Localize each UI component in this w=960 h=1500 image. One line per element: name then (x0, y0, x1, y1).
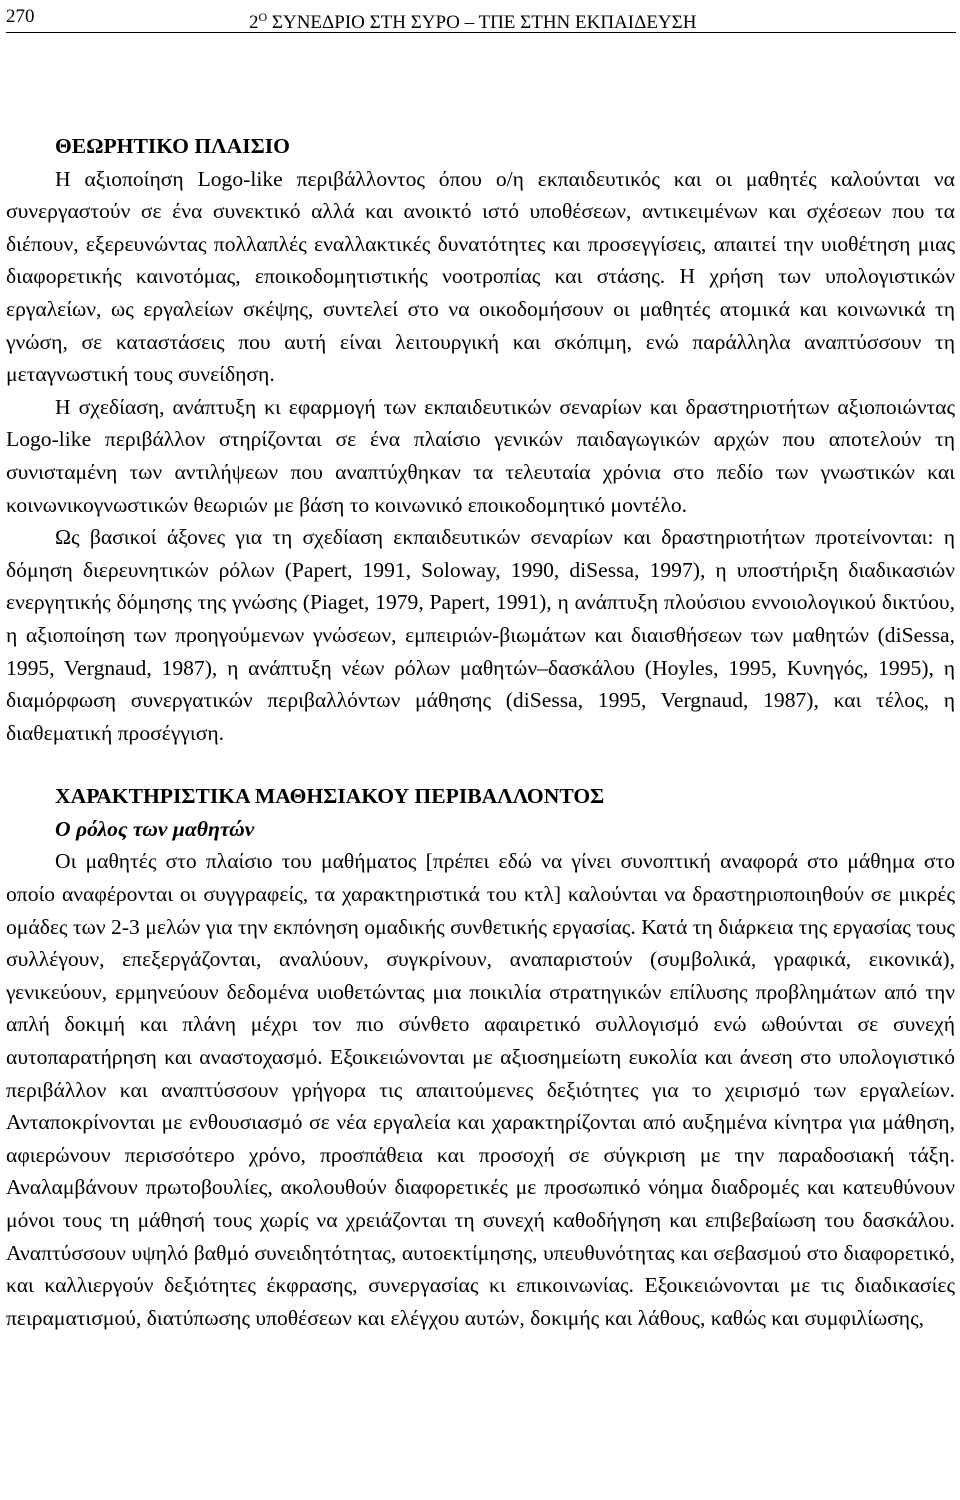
section-heading-theory: ΘΕΩΡΗΤΙΚΟ ΠΛΑΙΣΙΟ (55, 134, 290, 158)
body-text (6, 130, 955, 1334)
header-title-rest: ΣΥΝΕΔΡΙΟ ΣΤΗ ΣΥΡΟ – ΤΠΕ ΣΤΗΝ ΕΚΠΑΙΔΕΥΣΗ (267, 12, 697, 33)
paragraph: Η σχεδίαση, ανάπτυξη κι εφαρμογή των εκπαιδευτικών σεναρίων και δραστηριοτήτων αξιοποιώντας Logo-like περιβάλλον στηρίζονται σε ένα πλαίσιο γενικών παιδαγωγικών αρχών που αποτελούν τη συνισταμένη των αντιλήψεων που αναπτύχθηκαν τα τελευταία χρόνια στο πεδίο των γνωστικών και κοινωνικογνωστικών θεωριών με βάση το κοινωνικό εποικοδομητικό μοντέλο. (6, 394, 955, 517)
running-header (6, 4, 956, 33)
page-number: 270 (6, 6, 35, 27)
paragraph: Η αξιοποίηση Logo-like περιβάλλοντος όπου ο/η εκπαιδευτικός και οι μαθητές καλούνται να συνεργαστούν σε ένα συνεκτικό αλλά και ανοικτό ιστό υποθέσεων, αντικειμένων και σχέσεων που τα διέπουν, εξερευνώντας πολλαπλές εναλλακτικές δυνατότητες και προσεγγίσεις, απαιτεί την υιοθέτηση μιας διαφορετικής καινοτόμας, εποικοδομητιστικής νοοτροπίας και στάσης. Η χρήση των υπολογιστικών εργαλείων, ως εργαλείων σκέψης, συντελεί στο να οικοδομήσουν οι μαθητές ατομικά και κοινωνικά τη γνώση, σε καταστάσεις που αυτή είναι λειτουργική και σκόπιμη, ενώ παράλληλα αναπτύσσουν τη μεταγνωστική τους συνείδηση. (6, 166, 955, 387)
subsection-heading-students-role: Ο ρόλος των μαθητών (55, 816, 255, 841)
paragraph: Οι μαθητές στο πλαίσιο του μαθήματος [πρέπει εδώ να γίνει συνοπτική αναφορά στο μάθημα στο οποίο αναφέρονται οι συγγραφείς, τα χαρακτηριστικά του κτλ] καλούνται να δραστηριοποιηθούν σε μικρές ομάδες των 2-3 μελών για την εκπόνηση ομαδικής συνθετικής εργασίας. Κατά τη διάρκεια της εργασίας τους συλλέγουν, επεξεργάζονται, αναλύουν, συγκρίνουν, αναπαριστούν (συμβολικά, γραφικά, εικονικά), γενικεύουν, ερμηνεύουν δεδομένα υιοθετώντας μια ποικιλία στρατηγικών επίλυσης προβλημάτων από την απλή δοκιμή και πλάνη μέχρι τον πιο σύνθετο αφαιρετικό συλλογισμό ενώ ωθούνται σε συνεχή αυτοπαρατήρηση και αναστοχασμό. Εξοικειώνονται με αξιοσημείωτη ευκολία και άνεση στο υπολογιστικό περιβάλλον και αναπτύσσουν γρήγορα τις απαιτούμενες δεξιότητες για το χειρισμό των εργαλείων. Ανταποκρίνονται με ενθουσιασμό σε νέα εργαλεία και χαρακτηρίζονται από αυξημένα κίνητρα για μάθηση, αφιερώνουν περισσότερο χρόνο, προσπάθεια και προσοχή σε σύγκριση με την παραδοσιακή τάξη. Αναλαμβάνουν πρωτοβουλίες, ακολουθούν διαφορετικές με προσωπικό νόημα διαδρομές και κατευθύνουν μόνοι τους τη μάθησή τους χωρίς να χρειάζονται τη συνεχή καθοδήγηση και επιβεβαίωση του δασκάλου. Αναπτύσσουν υψηλό βαθμό συνειδητότητας, αυτοεκτίμησης, υπευθυνότητας και σεβασμού στο διαφορετικό, και καλλιεργούν δεξιότητες έκφρασης, συνεργασίας κι επικοινωνίας. Εξοικειώνονται με τις διαδικασίες πειραματισμού, διατύπωσης υποθέσεων και ελέγχου αυτών, δοκιμής και λάθους, καθώς και συμφιλίωσης, (6, 849, 955, 1330)
paragraph: Ως βασικοί άξονες για τη σχεδίαση εκπαιδευτικών σεναρίων και δραστηριοτήτων προτείνονται: η δόμηση διερευνητικών ρόλων (Papert, 1991, Soloway, 1990, diSessa, 1997), η υποστήριξη διαδικασιών ενεργητικής δόμησης της γνώσης (Piaget, 1979, Papert, 1991), η ανάπτυξη πλούσιου εννοιολογικού δικτύου, η αξιοποίηση των προηγούμενων γνώσεων, εμπειριών-βιωμάτων και διαισθήσεων των μαθητών (diSessa, 1995, Vergnaud, 1987), η ανάπτυξη νέων ρόλων μαθητών–δασκάλου (Hoyles, 1995, Κυνηγός, 1995), η διαμόρφωση συνεργατικών περιβαλλόντων μάθησης (diSessa, 1995, Vergnaud, 1987), και τέλος, η διαθεματική προσέγγιση. (6, 525, 955, 745)
header-title-number: 2 (249, 12, 259, 33)
section-heading-environment: ΧΑΡΑΚΤΗΡΙΣΤΙΚΑ ΜΑΘΗΣΙΑΚΟΥ ΠΕΡΙΒΑΛΛΟΝΤΟΣ (55, 784, 605, 809)
header-title-superscript: Ο (258, 10, 268, 24)
header-title (249, 4, 696, 36)
